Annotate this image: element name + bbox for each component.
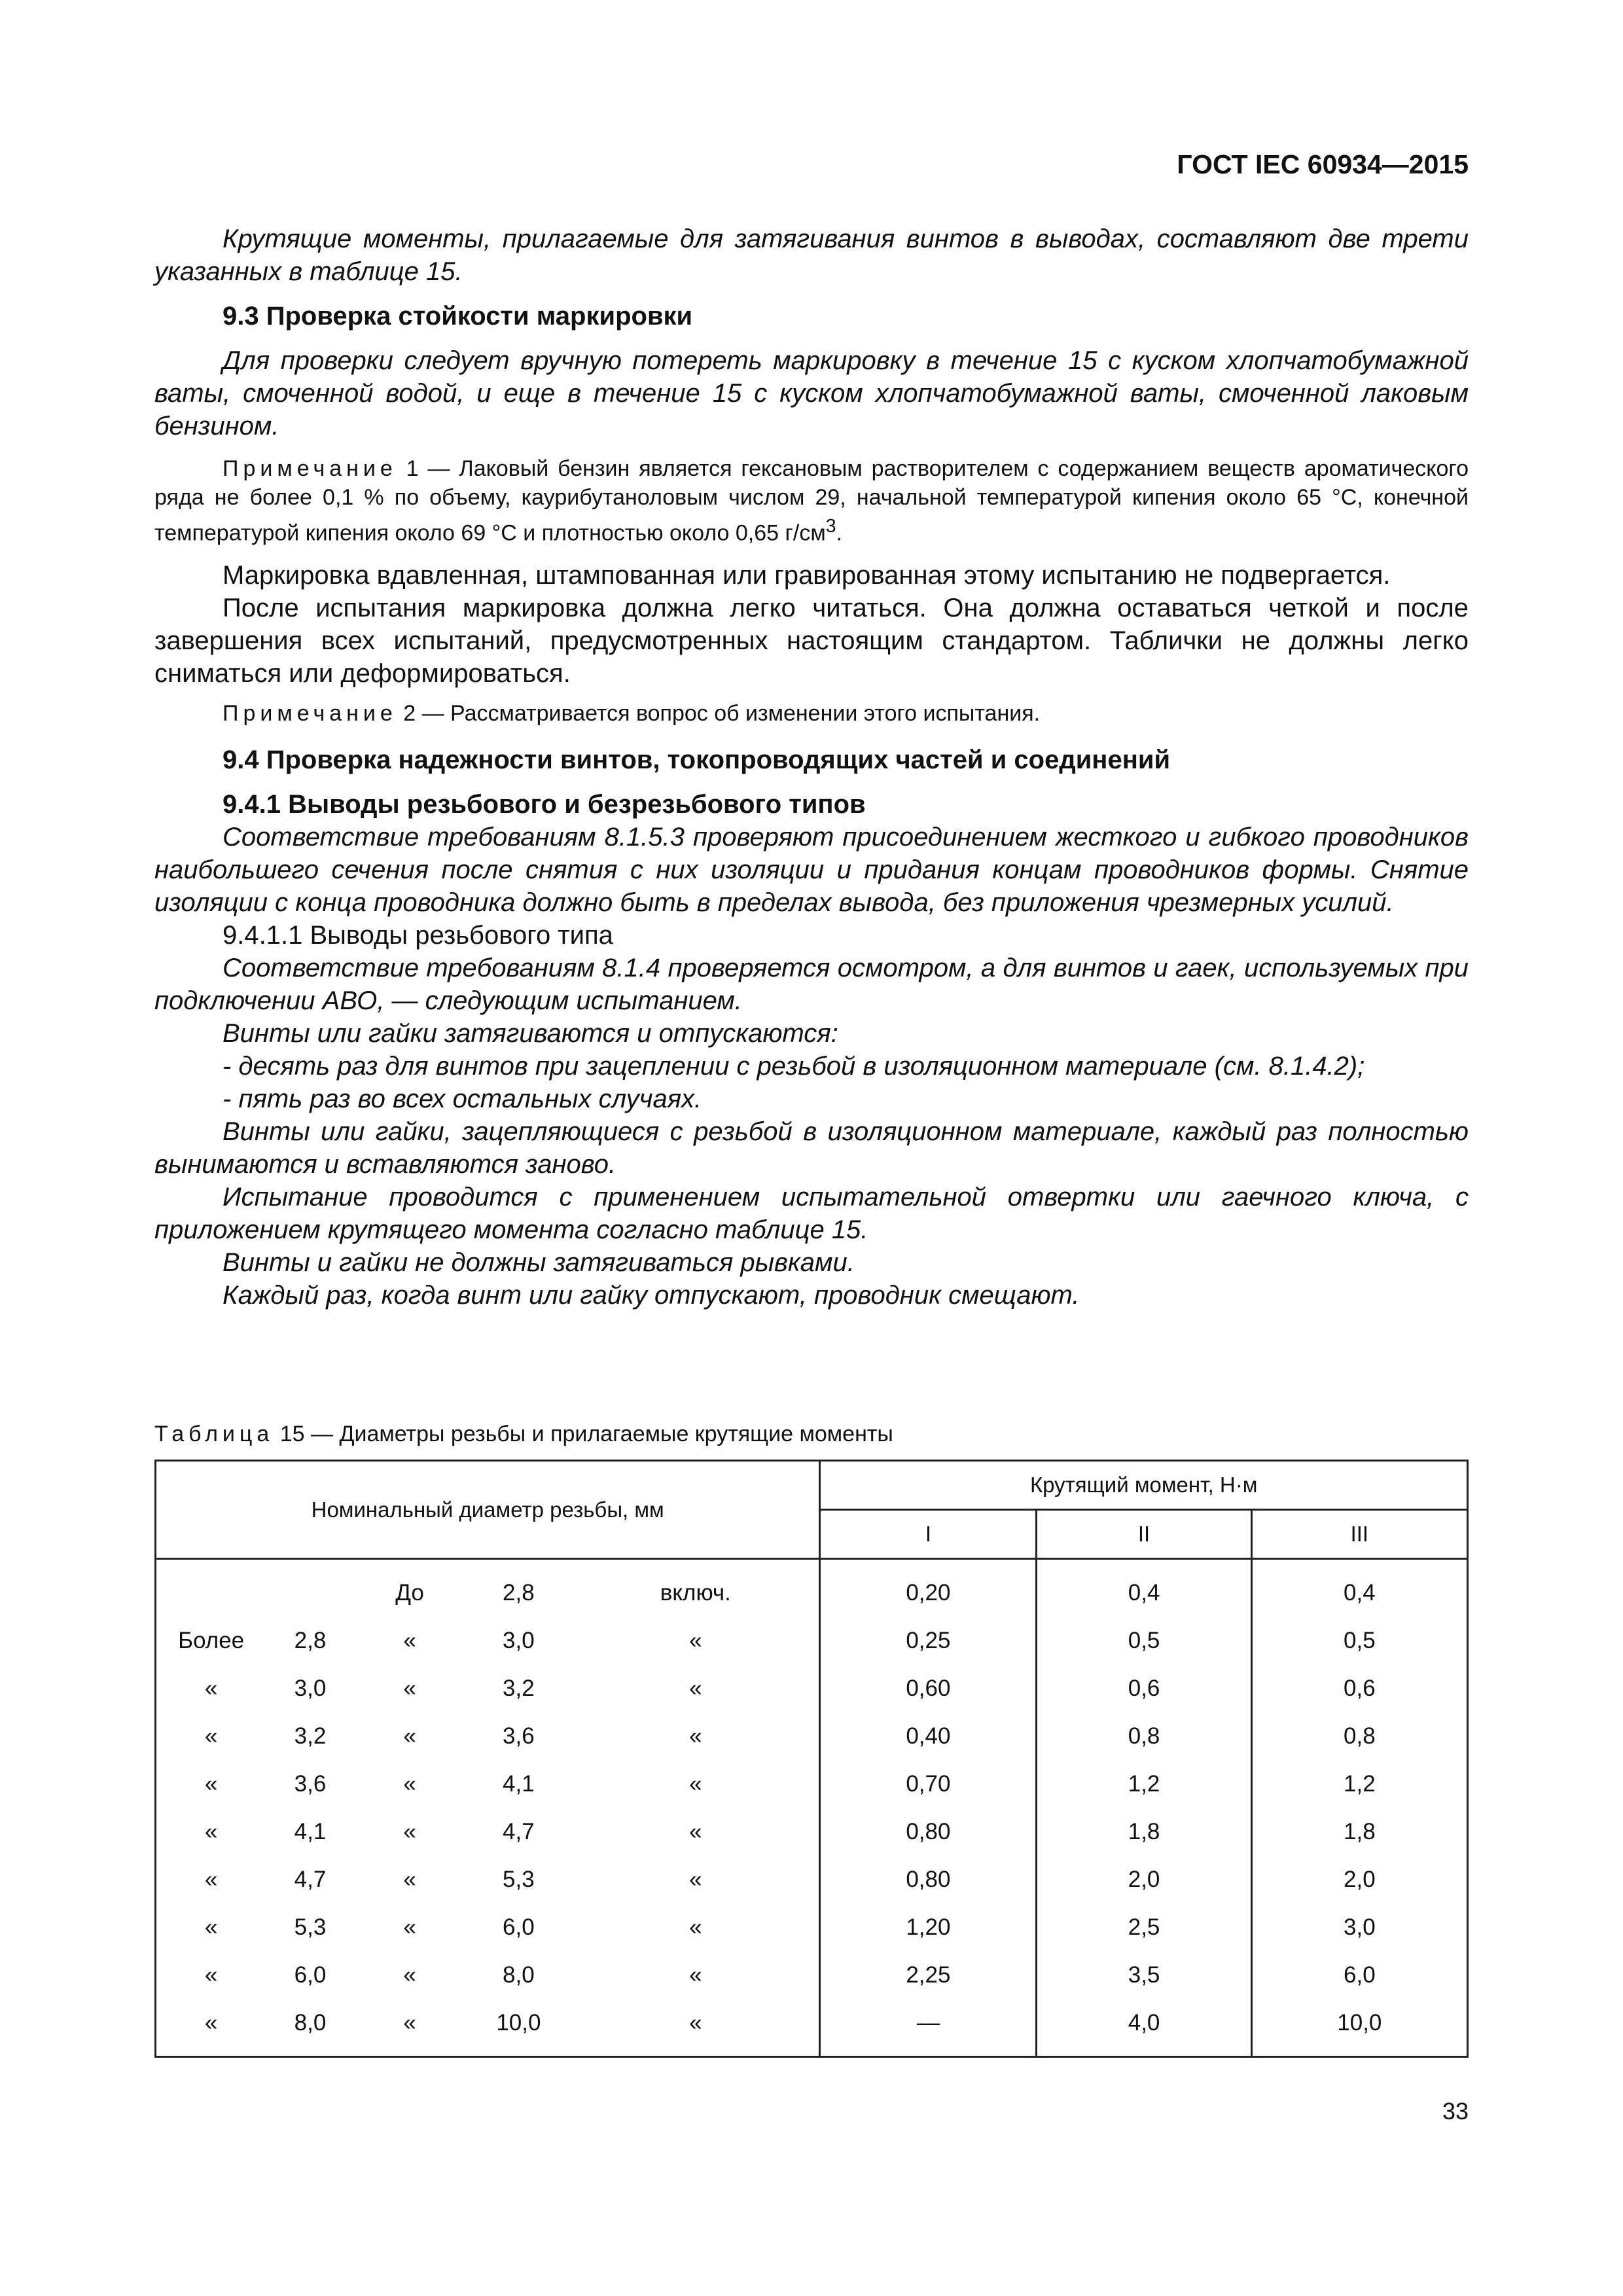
header-nominal-diameter: Номинальный диаметр резьбы, мм [156,1461,820,1559]
header-class-ii: II [1037,1510,1251,1559]
cell-torque-iii: 2,0 [1251,1856,1467,1903]
note-1-label: Примечание [223,456,397,481]
cell-torque-iii: 10,0 [1251,1999,1467,2057]
cell-torque-iii: 6,0 [1251,1951,1467,1999]
cell-prefix: « [156,1903,266,1951]
cell-torque-iii: 0,4 [1251,1559,1467,1617]
table-caption [154,1422,893,1447]
table-row [156,1903,1468,1951]
note-2-text: 2 — Рассматривается вопрос об изменении этого испытания. [403,701,1041,726]
cell-to-word: « [403,1627,416,1653]
standard-header: ГОСТ IEC 60934—2015 [1177,149,1469,179]
section-9-4-1-1-paragraph: Соответствие требованиям 8.1.4 проверяется осмотром, а для винтов и гаек, используемых при подключении АВО, — следующим испытанием. [154,954,1469,1016]
note-2 [154,699,1469,728]
cell-to: 6,0 [503,1914,535,1940]
cell-incl: включ. [660,1579,731,1605]
jerk-paragraph: Винты и гайки не должны затягиваться рывками. [223,1248,855,1278]
cell-from: 6,0 [294,1962,327,1988]
cell-to: 8,0 [503,1962,535,1988]
torque-paragraph: Крутящие моменты, прилагаемые для затягивания винтов в выводах, составляют две трети указанных в таблице 15. [154,224,1469,286]
table-row [156,1808,1468,1856]
tighten-paragraph: Винты или гайки затягиваются и отпускаются: [223,1019,838,1049]
cell-to-word: До [395,1579,424,1605]
tool-paragraph: Испытание проводится с применением испытательной отвертки или гаечного ключа, с приложением крутящего момента согласно таблице 15. [154,1183,1469,1245]
section-9-3-heading: 9.3 Проверка стойкости маркировки [223,302,693,331]
cell-from: 3,0 [294,1675,327,1701]
note-1 [154,454,1469,547]
cell-incl: « [689,1723,702,1749]
cell-to: 2,8 [503,1579,535,1605]
cell-torque-ii: 4,0 [1037,1999,1251,2057]
cell-incl: « [689,1866,702,1892]
cell-torque-i: 2,25 [820,1951,1037,1999]
cell-torque-ii: 0,8 [1037,1712,1251,1760]
cell-torque-iii: 3,0 [1251,1903,1467,1951]
cell-incl: « [689,1914,702,1940]
cell-torque-ii: 1,2 [1037,1760,1251,1808]
cell-prefix: « [156,1999,266,2057]
cell-from: 8,0 [266,1999,354,2057]
cell-to-word: « [403,1914,416,1940]
table-row [156,1856,1468,1903]
cell-torque-i: 0,80 [820,1856,1037,1903]
cell-torque-ii: 1,8 [1037,1808,1251,1856]
cell-prefix [156,1559,266,1617]
list-item: - десять раз для винтов при зацеплении с резьбой в изоляционном материале (см. 8.1.4.2); [223,1052,1365,1081]
cell-from: 3,6 [294,1770,327,1797]
after-test-paragraph: После испытания маркировка должна легко читаться. Она должна оставаться четкой и после завершения всех испытаний, предусмотренных настоящим стандартом. Таблички не должны легко сниматься или деформироваться. [154,594,1469,689]
cell-torque-i: 0,70 [820,1760,1037,1808]
section-9-4-1-1-heading: 9.4.1.1 Выводы резьбового типа [223,921,613,950]
cell-from: 4,1 [294,1818,327,1844]
cell-from: 2,8 [294,1627,327,1653]
cell-torque-ii: 0,6 [1037,1664,1251,1712]
header-torque: Крутящий момент, Н·м [820,1461,1468,1510]
cell-to-word: « [403,1866,416,1892]
section-9-4-1-heading: 9.4.1 Выводы резьбового и безрезьбового типов [223,790,866,819]
cell-torque-iii: 0,8 [1251,1712,1467,1760]
cell-prefix: « [156,1808,266,1856]
cell-torque-i: 1,20 [820,1903,1037,1951]
section-9-4-1-paragraph: Соответствие требованиям 8.1.5.3 проверяют присоединением жесткого и гибкого проводников наибольшего сечения после снятия с них изоляции и придания концам проводников формы. Снятие изоляции с конца проводника должно быть в пределах вывода, без приложения чрезмерных усилий. [154,823,1469,918]
cell-torque-ii: 2,0 [1037,1856,1251,1903]
table-row [156,1951,1468,1999]
table-row [156,1664,1468,1712]
cell-prefix: « [156,1712,266,1760]
cell-to-word: « [403,1770,416,1797]
cell-to-word: « [403,1818,416,1844]
cell-from: 3,2 [294,1723,327,1749]
cell-incl: « [689,1770,702,1797]
cell-to-word: « [403,1675,416,1701]
table-row [156,1712,1468,1760]
cell-torque-iii: 1,2 [1251,1760,1467,1808]
move-paragraph: Каждый раз, когда винт или гайку отпускают, проводник смещают. [223,1281,1080,1310]
table-row [156,1617,1468,1664]
cell-prefix: « [156,1856,266,1903]
cell-to: 4,7 [503,1818,535,1844]
cell-to-word: « [403,1962,416,1988]
cell-to: 4,1 [503,1770,535,1797]
cell-torque-ii: 3,5 [1037,1951,1251,1999]
engraved-paragraph: Маркировка вдавленная, штампованная или гравированная этому испытанию не подвергается. [223,561,1391,590]
table-row [156,1999,1468,2057]
cell-prefix: « [156,1760,266,1808]
cell-torque-ii: 0,5 [1037,1617,1251,1664]
cell-torque-iii: 1,8 [1251,1808,1467,1856]
section-9-3-paragraph: Для проверки следует вручную потереть маркировку в течение 15 с куском хлопчатобумажной ваты, смоченной водой, и еще в течение 15 с куском хлопчатобумажной ваты, смоченной лаковым бензином. [154,346,1469,440]
cell-from [266,1559,354,1617]
cell-torque-i: 0,60 [820,1664,1037,1712]
cell-torque-i: 0,40 [820,1712,1037,1760]
cell-incl: « [689,1627,702,1653]
section-body [154,223,1469,1312]
list-item: - пять раз во всех остальных случаях. [223,1085,702,1114]
cell-to-word: « [403,1723,416,1749]
cell-torque-i: 0,80 [820,1808,1037,1856]
cell-to: 3,2 [503,1675,535,1701]
cell-incl: « [689,1818,702,1844]
cell-to: 3,0 [503,1627,535,1653]
cell-to: 5,3 [503,1866,535,1892]
cell-torque-ii: 2,5 [1037,1903,1251,1951]
cell-to: 3,6 [503,1723,535,1749]
cell-prefix: Более [156,1617,266,1664]
cell-torque-i: 0,20 [820,1559,1037,1617]
torque-table [154,1460,1469,2058]
cell-torque-i: — [820,1999,1037,2057]
table-row [156,1559,1468,1617]
cell-prefix: « [156,1664,266,1712]
section-9-4-heading: 9.4 Проверка надежности винтов, токопроводящих частей и соединений [223,745,1171,775]
note-1-end: . [836,520,842,546]
table-row [156,1760,1468,1808]
cell-torque-i: 0,25 [820,1617,1037,1664]
cell-torque-iii: 0,6 [1251,1664,1467,1712]
cell-incl: « [689,1962,702,1988]
note-1-superscript: 3 [825,516,836,537]
cell-incl: « [689,1675,702,1701]
cell-from: 4,7 [294,1866,327,1892]
cell-to-word: « [355,1999,465,2057]
cell-incl: « [572,1999,820,2057]
note-1-text: 1 — Лаковый бензин является гексановым растворителем с содержанием веществ ароматического ряда не более 0,1 % по объему, каурибутаноловым числом 29, начальной температурой кипения около 65 °С, конечной температурой кипения около 69 °С и плотностью около 0,65 г/см [154,456,1469,546]
cell-torque-ii: 0,4 [1037,1559,1251,1617]
removed-paragraph: Винты или гайки, зацепляющиеся с резьбой в изоляционном материале, каждый раз полностью вынимаются и вставляются заново. [154,1117,1469,1179]
cell-to: 10,0 [465,1999,572,2057]
cell-torque-iii: 0,5 [1251,1617,1467,1664]
header-class-iii: III [1251,1510,1467,1559]
note-2-label: Примечание [223,701,397,726]
cell-from: 5,3 [294,1914,327,1940]
cell-prefix: « [156,1951,266,1999]
page-number: 33 [1442,2098,1469,2125]
table-caption-label: Таблица [154,1422,274,1446]
table-body [156,1559,1468,2057]
table-caption-text: 15 — Диаметры резьбы и прилагаемые крутящие моменты [279,1422,893,1446]
header-class-i: I [820,1510,1037,1559]
